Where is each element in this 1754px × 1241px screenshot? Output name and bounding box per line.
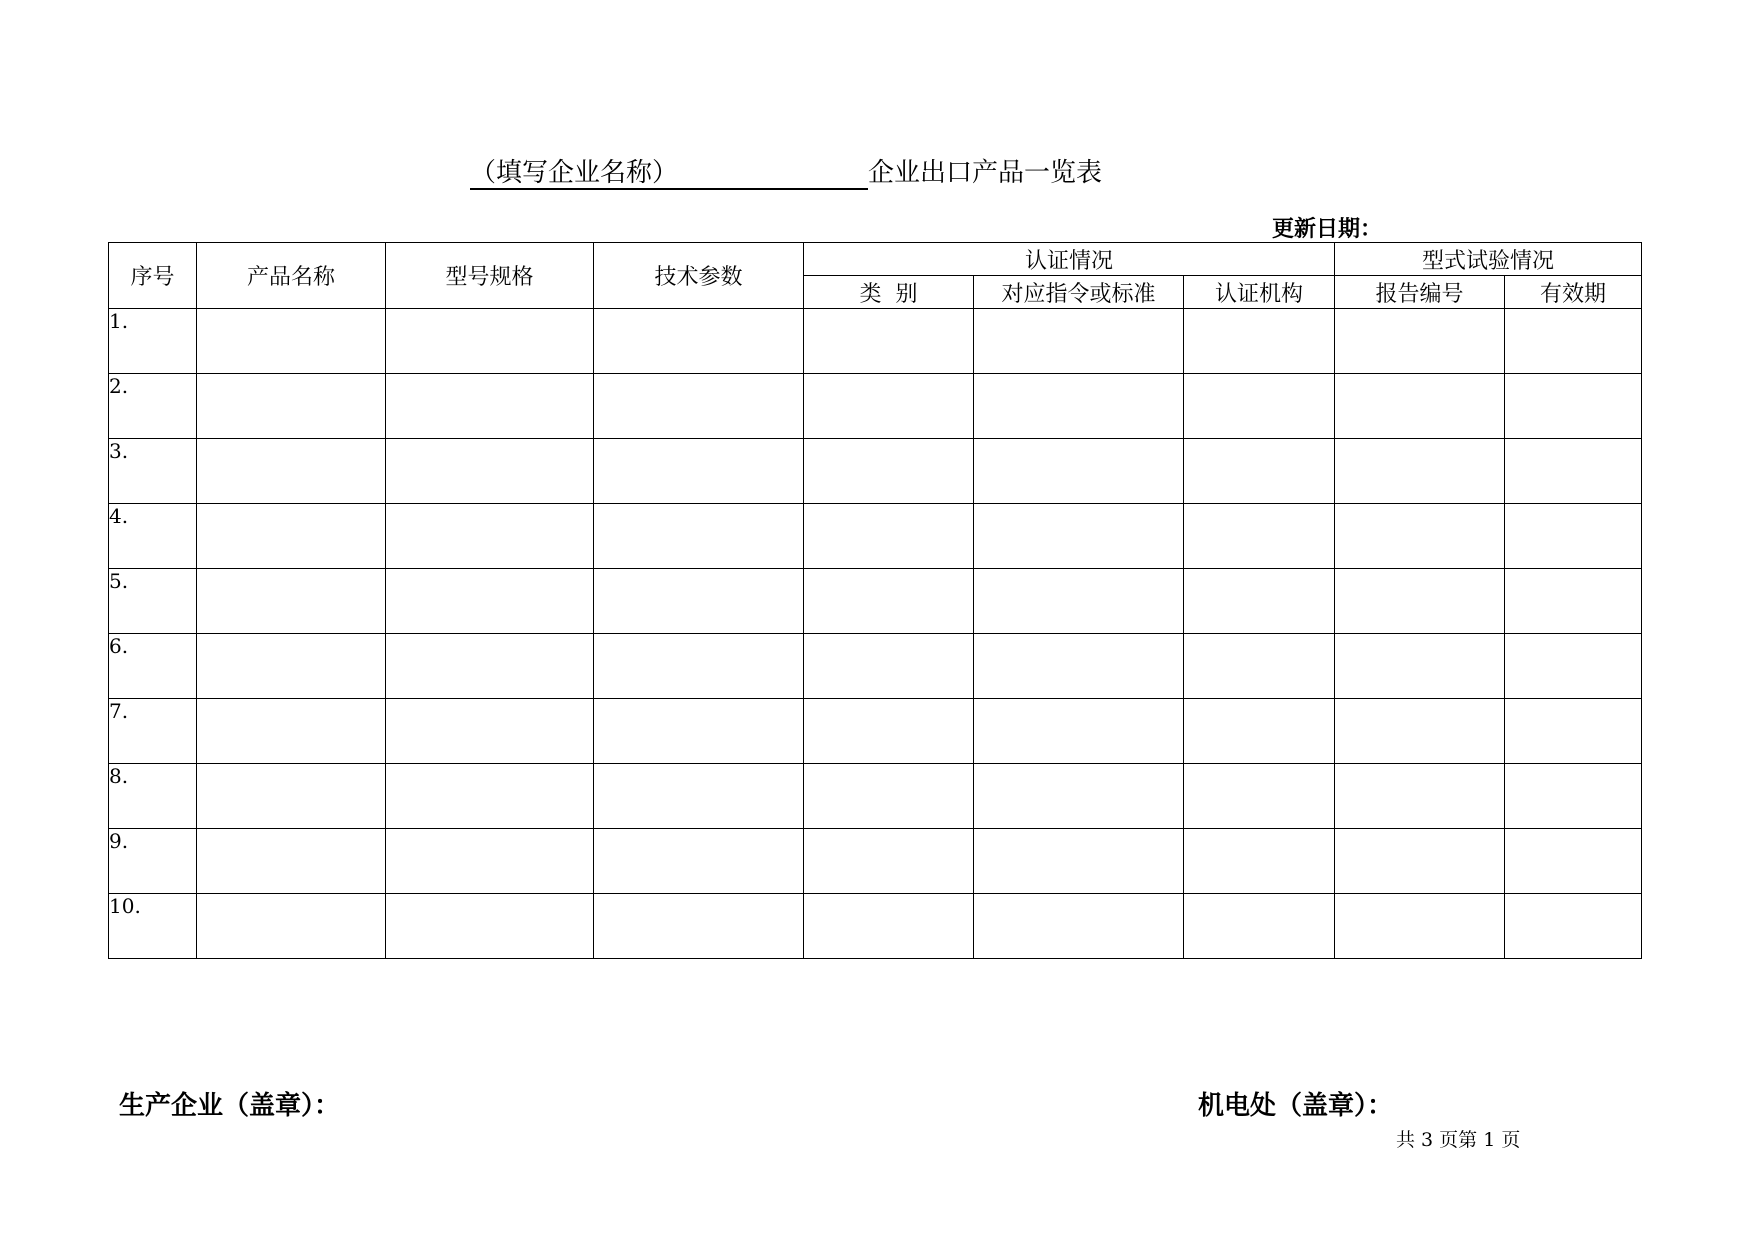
category-cell[interactable] [804, 829, 974, 894]
row-seq-number: 5. [109, 569, 197, 634]
product-name-cell[interactable] [197, 634, 386, 699]
title-suffix: 企业出口产品一览表 [868, 158, 1103, 188]
standard-cell[interactable] [974, 894, 1184, 959]
model-spec-cell[interactable] [386, 374, 594, 439]
model-spec-cell[interactable] [386, 894, 594, 959]
model-spec-cell[interactable] [386, 569, 594, 634]
export-products-table [108, 242, 1642, 959]
document-title [470, 156, 1102, 190]
row-seq-number: 8. [109, 764, 197, 829]
standard-cell[interactable] [974, 634, 1184, 699]
company-name-field[interactable]: （填写企业名称） [470, 158, 868, 190]
product-name-cell[interactable] [197, 764, 386, 829]
row-seq-number: 9. [109, 829, 197, 894]
category-cell[interactable] [804, 374, 974, 439]
report-no-cell[interactable] [1335, 829, 1505, 894]
producer-seal-label: 生产企业（盖章）： [119, 1091, 341, 1121]
tech-params-cell[interactable] [594, 374, 804, 439]
tech-params-cell[interactable] [594, 699, 804, 764]
validity-cell[interactable] [1505, 894, 1642, 959]
validity-cell[interactable] [1505, 634, 1642, 699]
header-product-name: 产品名称 [197, 243, 386, 309]
validity-cell[interactable] [1505, 439, 1642, 504]
product-name-cell[interactable] [197, 569, 386, 634]
model-spec-cell[interactable] [386, 764, 594, 829]
row-seq-number: 10. [109, 894, 197, 959]
header-validity: 有效期 [1505, 276, 1642, 309]
validity-cell[interactable] [1505, 504, 1642, 569]
header-cert-body: 认证机构 [1184, 276, 1335, 309]
tech-params-cell[interactable] [594, 504, 804, 569]
table-row [109, 374, 1642, 439]
validity-cell[interactable] [1505, 699, 1642, 764]
category-cell[interactable] [804, 894, 974, 959]
report-no-cell[interactable] [1335, 309, 1505, 374]
product-name-cell[interactable] [197, 374, 386, 439]
product-name-cell[interactable] [197, 504, 386, 569]
validity-cell[interactable] [1505, 764, 1642, 829]
header-type-test: 型式试验情况 [1335, 243, 1642, 276]
row-seq-number: 4. [109, 504, 197, 569]
header-model-spec: 型号规格 [386, 243, 594, 309]
row-seq-number: 1. [109, 309, 197, 374]
report-no-cell[interactable] [1335, 699, 1505, 764]
header-tech-params: 技术参数 [594, 243, 804, 309]
row-seq-number: 6. [109, 634, 197, 699]
page-number: 共 3 页第 1 页 [1396, 1129, 1521, 1151]
model-spec-cell[interactable] [386, 309, 594, 374]
table-row [109, 829, 1642, 894]
cert-body-cell[interactable] [1184, 374, 1335, 439]
standard-cell[interactable] [974, 439, 1184, 504]
tech-params-cell[interactable] [594, 439, 804, 504]
model-spec-cell[interactable] [386, 439, 594, 504]
tech-params-cell[interactable] [594, 829, 804, 894]
report-no-cell[interactable] [1335, 764, 1505, 829]
table-row [109, 439, 1642, 504]
table-row [109, 894, 1642, 959]
tech-params-cell[interactable] [594, 764, 804, 829]
cert-body-cell[interactable] [1184, 309, 1335, 374]
model-spec-cell[interactable] [386, 504, 594, 569]
update-date-label: 更新日期： [1272, 216, 1383, 242]
product-name-cell[interactable] [197, 894, 386, 959]
report-no-cell[interactable] [1335, 569, 1505, 634]
table-row [109, 309, 1642, 374]
table-row [109, 764, 1642, 829]
tech-params-cell[interactable] [594, 634, 804, 699]
product-name-cell[interactable] [197, 439, 386, 504]
cert-body-cell[interactable] [1184, 634, 1335, 699]
cert-body-cell[interactable] [1184, 764, 1335, 829]
tech-params-cell[interactable] [594, 309, 804, 374]
header-category: 类 别 [804, 276, 974, 309]
header-report-no: 报告编号 [1335, 276, 1505, 309]
table-row [109, 699, 1642, 764]
standard-cell[interactable] [974, 829, 1184, 894]
model-spec-cell[interactable] [386, 634, 594, 699]
model-spec-cell[interactable] [386, 699, 594, 764]
validity-cell[interactable] [1505, 829, 1642, 894]
cert-body-cell[interactable] [1184, 569, 1335, 634]
cert-body-cell[interactable] [1184, 699, 1335, 764]
office-seal-label: 机电处（盖章）： [1198, 1091, 1394, 1121]
category-cell[interactable] [804, 699, 974, 764]
standard-cell[interactable] [974, 374, 1184, 439]
cert-body-cell[interactable] [1184, 894, 1335, 959]
cert-body-cell[interactable] [1184, 829, 1335, 894]
standard-cell[interactable] [974, 569, 1184, 634]
report-no-cell[interactable] [1335, 894, 1505, 959]
category-cell[interactable] [804, 569, 974, 634]
validity-cell[interactable] [1505, 569, 1642, 634]
table-row [109, 569, 1642, 634]
report-no-cell[interactable] [1335, 634, 1505, 699]
header-seq: 序号 [109, 243, 197, 309]
table-row [109, 504, 1642, 569]
table-row [109, 634, 1642, 699]
validity-cell[interactable] [1505, 374, 1642, 439]
cert-body-cell[interactable] [1184, 439, 1335, 504]
report-no-cell[interactable] [1335, 504, 1505, 569]
cert-body-cell[interactable] [1184, 504, 1335, 569]
product-name-cell[interactable] [197, 829, 386, 894]
tech-params-cell[interactable] [594, 894, 804, 959]
report-no-cell[interactable] [1335, 439, 1505, 504]
product-name-cell[interactable] [197, 699, 386, 764]
header-certification: 认证情况 [804, 243, 1335, 276]
tech-params-cell[interactable] [594, 569, 804, 634]
category-cell[interactable] [804, 634, 974, 699]
report-no-cell[interactable] [1335, 374, 1505, 439]
validity-cell[interactable] [1505, 309, 1642, 374]
category-cell[interactable] [804, 504, 974, 569]
header-standard: 对应指令或标准 [974, 276, 1184, 309]
category-cell[interactable] [804, 764, 974, 829]
standard-cell[interactable] [974, 699, 1184, 764]
row-seq-number: 3. [109, 439, 197, 504]
standard-cell[interactable] [974, 504, 1184, 569]
category-cell[interactable] [804, 439, 974, 504]
row-seq-number: 2. [109, 374, 197, 439]
product-name-cell[interactable] [197, 309, 386, 374]
standard-cell[interactable] [974, 764, 1184, 829]
model-spec-cell[interactable] [386, 829, 594, 894]
category-cell[interactable] [804, 309, 974, 374]
row-seq-number: 7. [109, 699, 197, 764]
table-body [109, 309, 1642, 959]
standard-cell[interactable] [974, 309, 1184, 374]
